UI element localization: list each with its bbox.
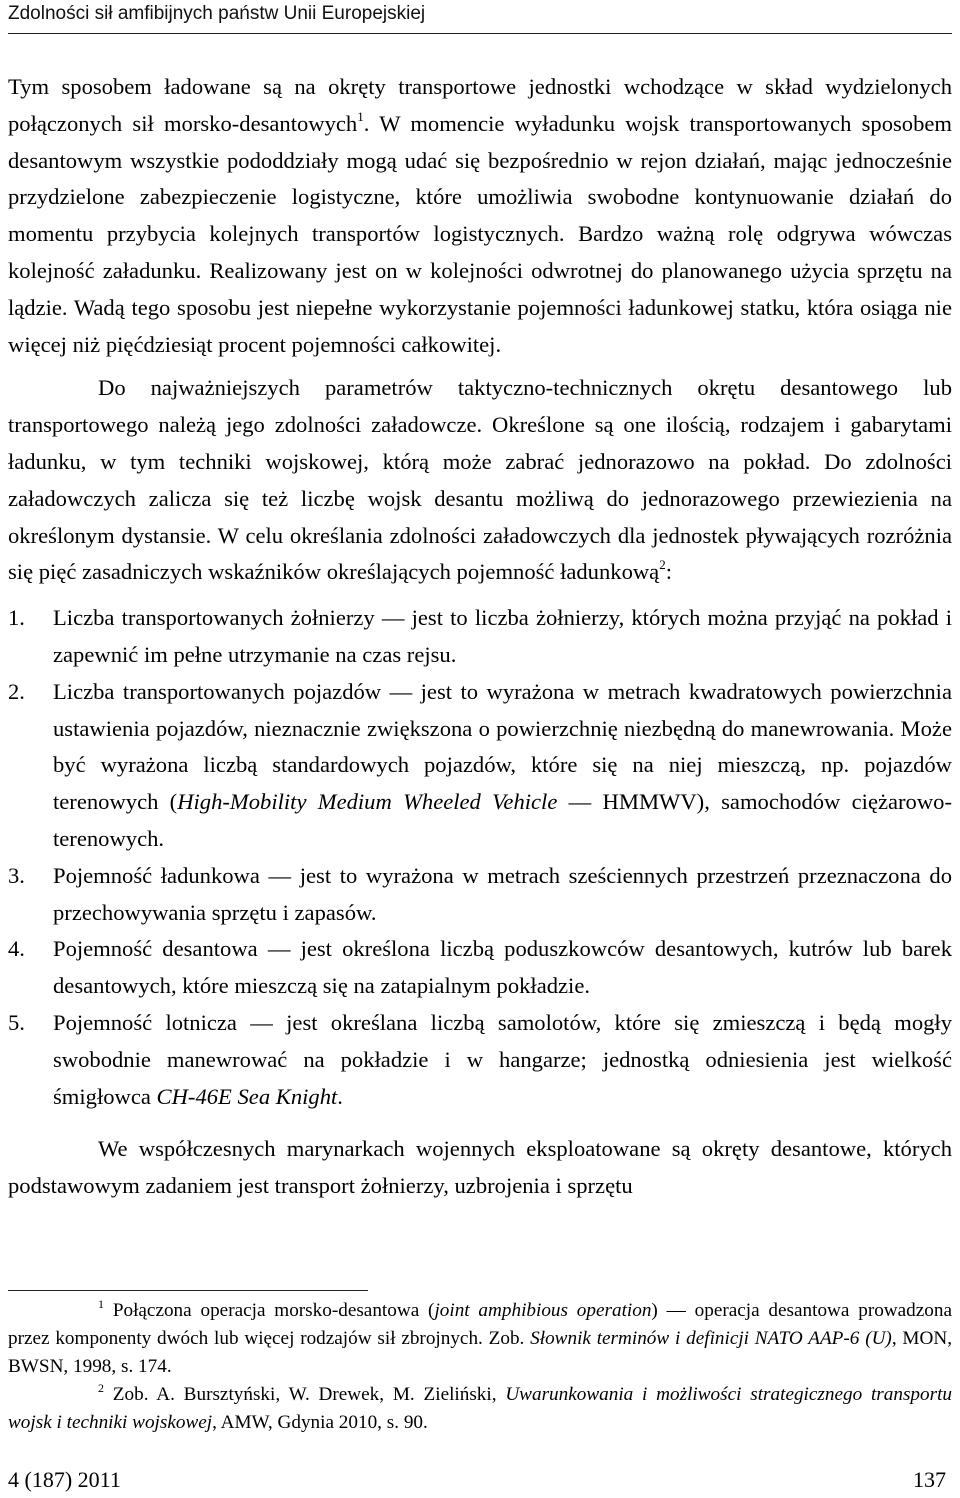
footnote-text: Zob. A. Bursztyński, W. Drewek, M. Zieliński, (104, 1384, 506, 1405)
list-item-text: Liczba transportowanych pojazdów — jest to wyrażona w metrach kwadratowych powierzchnia ustawienia pojazdów, nieznacznie zwiększona o powierzchnię niezbędną do manewrowania. Może być wyrażona liczbą standardowych pojazdów, które się na niej mieszczą, np. pojazdów terenowych ( (53, 678, 952, 815)
list-item (8, 858, 952, 932)
running-head: Zdolności sił amfibijnych państw Unii Europejskiej (8, 2, 952, 34)
list-number: 3. (8, 862, 25, 888)
footnote-text: , AMW, Gdynia 2010, s. 90. (212, 1412, 428, 1433)
footnote-number: 1 (98, 1297, 104, 1311)
list-number: 5. (8, 1009, 25, 1035)
footnote-text: Połączona operacja morsko-desantowa ( (104, 1300, 435, 1321)
list-number: 1. (8, 605, 25, 631)
list-item (8, 931, 952, 1005)
footnote-text: , MON, BWSN, 1998, s. 174. (8, 1328, 952, 1377)
page-number: 137 (913, 1467, 946, 1492)
footnote-1 (8, 1297, 952, 1381)
footnote-text: ) — operacja desantowa prowadzona przez komponenty dwóch lub więcej rodzajów sił zbrojnych. Zob. (8, 1300, 952, 1349)
list-item-text-end: — HMMWV), samochodów ciężarowo-terenowych. (53, 789, 952, 851)
footnote-2 (8, 1381, 952, 1437)
list-item (8, 600, 952, 674)
list-number: 2. (8, 678, 25, 704)
footnote-italic: Uwarunkowania i możliwości strategicznego transportu wojsk i techniki wojskowej (8, 1384, 952, 1433)
list-number: 4. (8, 936, 25, 962)
list-item-text-end: . (337, 1083, 343, 1109)
list-item-text: Pojemność ładunkowa — jest to wyrażona w metrach sześciennych przestrzeń przeznaczona do przechowywania sprzętu i zapasów. (53, 862, 952, 925)
paragraph-1 (8, 69, 952, 363)
list-item (8, 674, 952, 858)
paragraph-2-text-a: Do najważniejszych parametrów taktyczno-technicznych okrętu desantowego lub transportowego należą jego zdolności załadowcze. Określone są one ilością, rodzajem i gabarytami ładunku, w tym techniki wojskowej, którą może zabrać jednorazowo na pokład. Do zdolności załadowczych zalicza się też liczbę wojsk desantu możliwą do jednorazowego przewiezienia na określonym dystansie. W celu określania zdolności załadowczych dla jednostek pływających rozróżnia się pięć zasadniczych wskaźników określających pojemność ładunkową (8, 375, 952, 585)
footnote-italic: Słownik terminów i definicji NATO AAP-6 (U) (530, 1328, 892, 1349)
list-item-italic: CH-46E Sea Knight (156, 1083, 338, 1109)
list-item-text: Liczba transportowanych żołnierzy — jest to liczba żołnierzy, których można przyjąć na pokład i zapewnić im pełne utrzymanie na czas rejsu. (53, 605, 952, 667)
body-text (8, 69, 952, 1205)
paragraph-2 (8, 370, 952, 591)
indicator-list (8, 600, 952, 1115)
footnote-separator (8, 1290, 368, 1291)
list-item (8, 1005, 952, 1115)
paragraph-3: We współczesnych marynarkach wojennych eksploatowane są okręty desantowe, których podstawowym zadaniem jest transport żołnierzy, uzbrojenia i sprzętu (8, 1136, 952, 1199)
footnote-number: 2 (98, 1381, 104, 1395)
footnote-ref-2[interactable]: 2 (659, 557, 666, 573)
list-item-text: Pojemność lotnicza — jest określana liczbą samolotów, które się zmieszczą i będą mogły swobodnie manewrować na pokładzie i w hangarze; jednostką odniesienia jest wielkość śmigłowca (53, 1009, 952, 1109)
list-item-italic: High-Mobility Medium Wheeled Vehicle (177, 789, 558, 815)
footnote-italic: joint amphibious operation (434, 1300, 652, 1321)
footnote-ref-1[interactable]: 1 (357, 108, 364, 124)
paragraph-1-text-a: Tym sposobem ładowane są na okręty transportowe jednostki wchodzące w skład wydzielonych połączonych sił morsko-desantowych (8, 74, 952, 136)
paragraph-1-text-b: . W momencie wyładunku wojsk transportowanych sposobem desantowym wszystkie pododdziały mogą udać się bezpośrednio w rejon działań, mając jednocześnie przydzielone zabezpieczenie logistyczne, które umożliwia swobodne kontynuowanie działań do momentu przybycia kolejnych transportów logistycznych. Bardzo ważną rolę odgrywa wówczas kolejność załadunku. Realizowany jest on w kolejności odwrotnej do planowanego użycia sprzętu na lądzie. Wadą tego sposobu jest niepełne wykorzystanie pojemności ładunkowej statku, która osiąga nie więcej niż pięćdziesiąt procent pojemności całkowitej. (8, 110, 952, 357)
issue-number: 4 (187) 2011 (8, 1467, 121, 1492)
list-item-text: Pojemność desantowa — jest określona liczbą poduszkowców desantowych, kutrów lub barek desantowych, które mieszczą się na zatapialnym pokładzie. (53, 936, 952, 999)
paragraph-2-text-b: : (665, 559, 672, 585)
footnotes (8, 1297, 952, 1437)
